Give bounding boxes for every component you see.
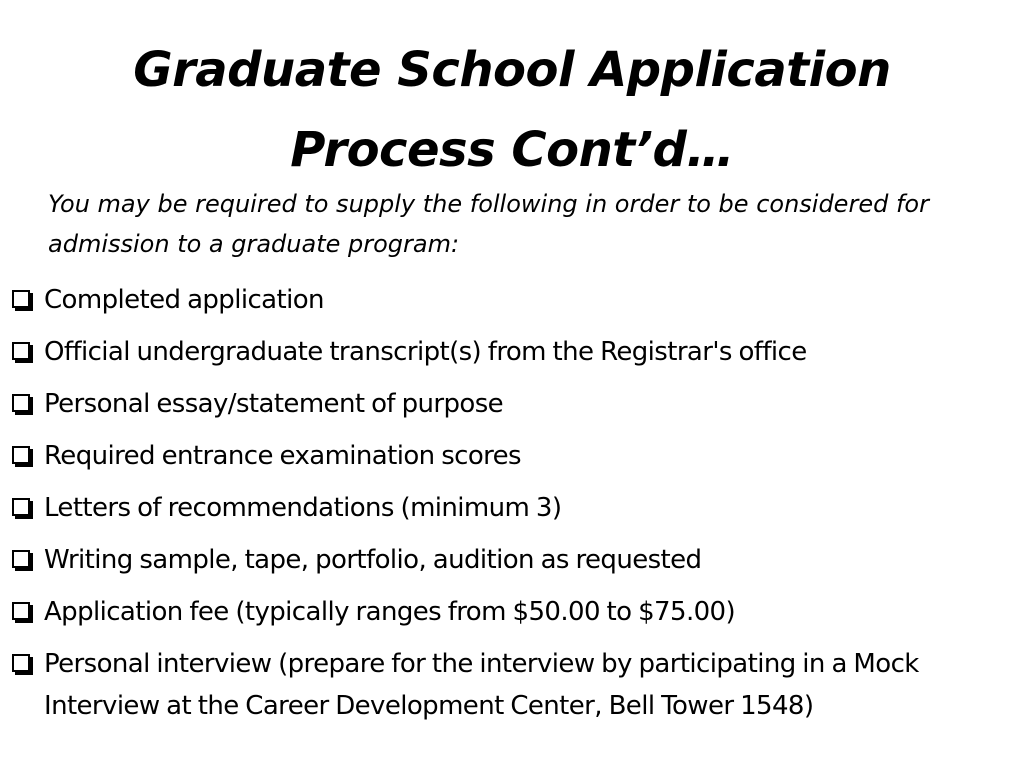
checkbox-icon: [12, 550, 30, 568]
list-item: [12, 643, 1017, 727]
list-item: [12, 331, 1017, 373]
list-item: [12, 383, 1017, 425]
checkbox-icon: [12, 654, 30, 672]
list-item-text: Required entrance examination scores: [44, 441, 522, 471]
list-item-text: Personal essay/statement of purpose: [44, 389, 504, 419]
list-item-text: Completed application: [44, 285, 324, 315]
list-item-text: Official undergraduate transcript(s) from the Registrar's office: [44, 337, 807, 367]
list-item-text: Writing sample, tape, portfolio, audition as requested: [44, 545, 702, 575]
list-item-text: Letters of recommendations (minimum 3): [44, 493, 562, 523]
list-item: [12, 279, 1017, 321]
list-item: [12, 487, 1017, 529]
checkbox-icon: [12, 342, 30, 360]
checkbox-icon: [12, 498, 30, 516]
checkbox-icon: [12, 394, 30, 412]
list-item: [12, 591, 1017, 633]
list-item-text: Personal interview (prepare for the interview by participating in a Mock Interview at the Career Development Center, Bell Tower 1548): [44, 649, 919, 721]
checkbox-icon: [12, 290, 30, 308]
intro-text: You may be required to supply the following in order to be considered for admission to a graduate program:: [48, 190, 929, 258]
list-item: [12, 435, 1017, 477]
checkbox-icon: [12, 446, 30, 464]
slide-title-line-2: Process Cont’d…: [290, 122, 734, 178]
checkbox-icon: [12, 602, 30, 620]
slide-title: [40, 30, 984, 190]
slide-title-line-1: Graduate School Application: [133, 42, 891, 98]
list-item-text: Application fee (typically ranges from $50.00 to $75.00): [44, 597, 736, 627]
requirements-checklist: [12, 279, 1017, 737]
list-item: [12, 539, 1017, 581]
